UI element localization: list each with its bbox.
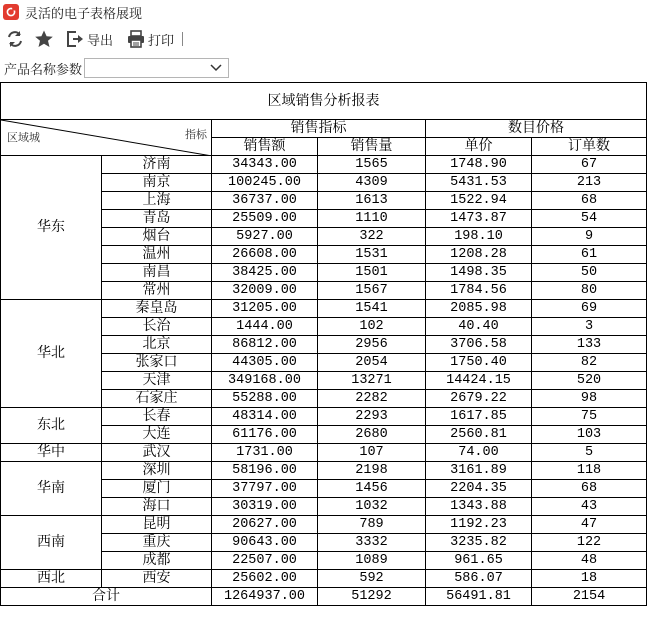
quantity-cell: 789 [318,516,426,534]
city-cell: 上海 [102,192,212,210]
quantity-cell: 1541 [318,300,426,318]
city-cell: 北京 [102,336,212,354]
amount-cell: 90643.00 [212,534,318,552]
city-cell: 重庆 [102,534,212,552]
title-bar [0,0,668,24]
quantity-cell: 2293 [318,408,426,426]
quantity-cell: 4309 [318,174,426,192]
total-quantity: 51292 [318,588,426,606]
unit-price-cell: 1343.88 [426,498,532,516]
product-name-param-label: 产品名称参数 [4,62,83,78]
window-title: 灵活的电子表格展现 [25,6,143,22]
amount-cell: 31205.00 [212,300,318,318]
print-button[interactable] [127,30,174,49]
orders-cell: 520 [532,372,647,390]
quantity-cell: 102 [318,318,426,336]
region-cell: 华北 [1,300,102,408]
orders-cell: 5 [532,444,647,462]
city-cell: 厦门 [102,480,212,498]
quantity-cell: 322 [318,228,426,246]
quantity-cell: 2680 [318,426,426,444]
table-row [1,156,647,174]
quantity-cell: 2054 [318,354,426,372]
table-row [1,462,647,480]
quantity-cell: 3332 [318,534,426,552]
toolbar [0,26,668,52]
amount-cell: 32009.00 [212,282,318,300]
amount-cell: 58196.00 [212,462,318,480]
unit-price-cell: 2560.81 [426,426,532,444]
unit-price-cell: 3706.58 [426,336,532,354]
amount-cell: 25509.00 [212,210,318,228]
product-name-select[interactable] [84,58,229,78]
city-cell: 深圳 [102,462,212,480]
quantity-cell: 1613 [318,192,426,210]
total-amount: 1264937.00 [212,588,318,606]
column-header-amount: 销售额 [212,138,318,156]
total-unit-price: 56491.81 [426,588,532,606]
quantity-cell: 2282 [318,390,426,408]
unit-price-cell: 2085.98 [426,300,532,318]
city-cell: 长治 [102,318,212,336]
orders-cell: 67 [532,156,647,174]
price-count-header: 数目价格 [426,120,647,138]
orders-cell: 69 [532,300,647,318]
orders-cell: 68 [532,480,647,498]
unit-price-cell: 1208.28 [426,246,532,264]
orders-cell: 43 [532,498,647,516]
amount-cell: 48314.00 [212,408,318,426]
refresh-icon [6,30,24,48]
city-cell: 青岛 [102,210,212,228]
orders-cell: 118 [532,462,647,480]
total-orders: 2154 [532,588,647,606]
unit-price-cell: 74.00 [426,444,532,462]
city-cell: 南昌 [102,264,212,282]
orders-cell: 133 [532,336,647,354]
toolbar-divider [182,32,183,46]
corner-metric-label: 指标 [185,128,207,141]
amount-cell: 36737.00 [212,192,318,210]
amount-cell: 38425.00 [212,264,318,282]
parameter-bar [0,57,668,79]
region-cell: 西北 [1,570,102,588]
city-cell: 温州 [102,246,212,264]
orders-cell: 48 [532,552,647,570]
unit-price-cell: 198.10 [426,228,532,246]
table-row [1,300,647,318]
unit-price-cell: 3235.82 [426,534,532,552]
quantity-cell: 1501 [318,264,426,282]
orders-cell: 80 [532,282,647,300]
orders-cell: 54 [532,210,647,228]
quantity-cell: 1032 [318,498,426,516]
amount-cell: 86812.00 [212,336,318,354]
city-cell: 海口 [102,498,212,516]
column-header-unit-price: 单价 [426,138,532,156]
unit-price-cell: 1473.87 [426,210,532,228]
star-icon [34,30,54,48]
orders-cell: 47 [532,516,647,534]
unit-price-cell: 961.65 [426,552,532,570]
unit-price-cell: 40.40 [426,318,532,336]
unit-price-cell: 1522.94 [426,192,532,210]
amount-cell: 34343.00 [212,156,318,174]
unit-price-cell: 2679.22 [426,390,532,408]
unit-price-cell: 1784.56 [426,282,532,300]
orders-cell: 103 [532,426,647,444]
amount-cell: 55288.00 [212,390,318,408]
unit-price-cell: 3161.89 [426,462,532,480]
orders-cell: 50 [532,264,647,282]
corner-header-cell [1,120,212,156]
amount-cell: 349168.00 [212,372,318,390]
corner-region-label: 区域城 [7,131,40,144]
printer-icon [127,30,145,48]
column-header-orders: 订单数 [532,138,647,156]
amount-cell: 1444.00 [212,318,318,336]
unit-price-cell: 2204.35 [426,480,532,498]
table-row [1,516,647,534]
amount-cell: 30319.00 [212,498,318,516]
amount-cell: 44305.00 [212,354,318,372]
city-cell: 秦皇岛 [102,300,212,318]
quantity-cell: 1456 [318,480,426,498]
city-cell: 昆明 [102,516,212,534]
city-cell: 张家口 [102,354,212,372]
table-row [1,408,647,426]
quantity-cell: 1565 [318,156,426,174]
unit-price-cell: 1192.23 [426,516,532,534]
city-cell: 西安 [102,570,212,588]
amount-cell: 26608.00 [212,246,318,264]
export-icon [66,30,84,48]
quantity-cell: 592 [318,570,426,588]
quantity-cell: 2198 [318,462,426,480]
region-cell: 东北 [1,408,102,444]
export-label: 导出 [87,33,114,49]
region-cell: 华中 [1,444,102,462]
city-cell: 成都 [102,552,212,570]
quantity-cell: 2956 [318,336,426,354]
amount-cell: 1731.00 [212,444,318,462]
orders-cell: 61 [532,246,647,264]
city-cell: 常州 [102,282,212,300]
city-cell: 武汉 [102,444,212,462]
report-title: 区域销售分析报表 [1,83,647,120]
orders-cell: 82 [532,354,647,372]
sales-report-table [0,82,647,606]
quantity-cell: 1531 [318,246,426,264]
city-cell: 烟台 [102,228,212,246]
sales-metrics-header: 销售指标 [212,120,426,138]
orders-cell: 98 [532,390,647,408]
amount-cell: 37797.00 [212,480,318,498]
total-label: 合计 [1,588,212,606]
amount-cell: 25602.00 [212,570,318,588]
city-cell: 大连 [102,426,212,444]
table-row [1,444,647,462]
city-cell: 济南 [102,156,212,174]
orders-cell: 68 [532,192,647,210]
quantity-cell: 107 [318,444,426,462]
city-cell: 南京 [102,174,212,192]
city-cell: 天津 [102,372,212,390]
unit-price-cell: 14424.15 [426,372,532,390]
orders-cell: 75 [532,408,647,426]
region-cell: 华东 [1,156,102,300]
chevron-down-icon [210,64,222,72]
amount-cell: 61176.00 [212,426,318,444]
city-cell: 石家庄 [102,390,212,408]
region-cell: 华南 [1,462,102,516]
orders-cell: 18 [532,570,647,588]
quantity-cell: 13271 [318,372,426,390]
region-cell: 西南 [1,516,102,570]
unit-price-cell: 1498.35 [426,264,532,282]
orders-cell: 122 [532,534,647,552]
quantity-cell: 1110 [318,210,426,228]
city-cell: 长春 [102,408,212,426]
total-row [1,588,647,606]
column-header-quantity: 销售量 [318,138,426,156]
quantity-cell: 1567 [318,282,426,300]
amount-cell: 22507.00 [212,552,318,570]
print-label: 打印 [148,33,175,49]
unit-price-cell: 1748.90 [426,156,532,174]
orders-cell: 213 [532,174,647,192]
quantity-cell: 1089 [318,552,426,570]
amount-cell: 20627.00 [212,516,318,534]
export-button[interactable] [66,30,113,49]
unit-price-cell: 1750.40 [426,354,532,372]
unit-price-cell: 1617.85 [426,408,532,426]
amount-cell: 100245.00 [212,174,318,192]
table-row [1,570,647,588]
refresh-button[interactable] [6,30,24,48]
favorite-button[interactable] [34,30,54,48]
orders-cell: 3 [532,318,647,336]
app-logo-icon [3,4,19,20]
amount-cell: 5927.00 [212,228,318,246]
unit-price-cell: 5431.53 [426,174,532,192]
orders-cell: 9 [532,228,647,246]
unit-price-cell: 586.07 [426,570,532,588]
